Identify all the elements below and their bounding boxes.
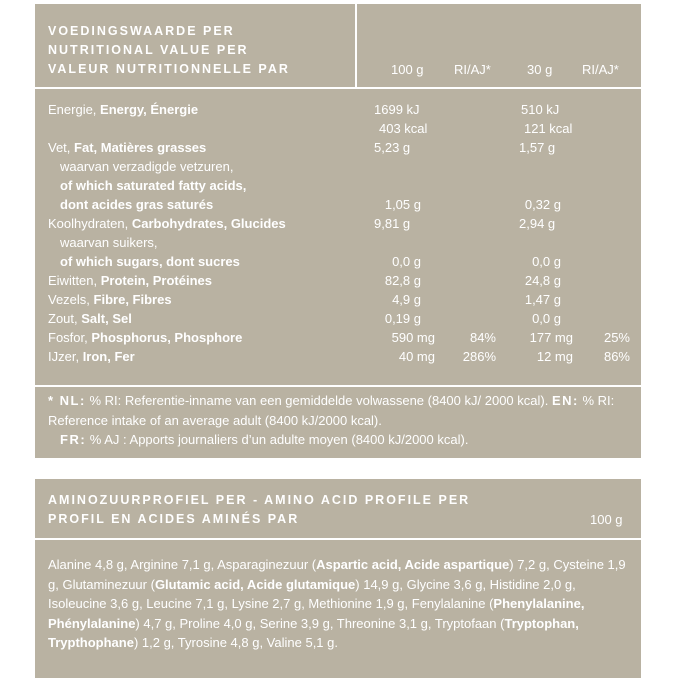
header-rule (35, 87, 641, 89)
col-30g: 30 g (527, 62, 553, 77)
iron-30g: 12 mg (536, 349, 573, 364)
protein-30g: 24,8 g (524, 273, 561, 288)
amino-segment: Tryptophan, Trypthophane (48, 615, 579, 650)
row-salt-label: Zout, Salt, Sel (48, 311, 132, 326)
fibre-100g: 4,9 g (392, 292, 421, 307)
phosphorus-100g: 590 mg (391, 330, 435, 345)
carbs-100g: 9,81 g (374, 216, 411, 231)
energy-100g-kj: 1699 kJ (374, 102, 420, 117)
amino-segment: ) 7,2 g, Cysteine 1,9 g, Glutaminezuur ( (48, 557, 626, 592)
col-100g: 100 g (391, 62, 424, 77)
salt-30g: 0,0 g (532, 311, 561, 326)
row-phosphorus-label: Fosfor, Phosphorus, Phosphore (48, 330, 243, 345)
amino-header-rule (35, 538, 641, 540)
iron-ri-30g: 86% (603, 349, 630, 364)
sugars-100g: 0,0 g (392, 254, 421, 269)
nutrition-table (33, 2, 643, 460)
phosphorus-ri-30g: 25% (603, 330, 630, 345)
energy-30g-kcal: 121 kcal (524, 121, 573, 136)
amino-segment: Phenylalanine, Phénylalanine (48, 596, 585, 631)
footnote-rule (35, 385, 641, 387)
saturated-100g: 1,05 g (384, 197, 421, 212)
nutrition-title: VOEDINGSWAARDE PER NUTRITIONAL VALUE PER VALEUR NUTRITIONNELLE PAR (48, 24, 290, 76)
row-saturated-fr: dont acides gras saturés (60, 197, 214, 212)
phosphorus-30g: 177 mg (529, 330, 573, 345)
row-protein-label: Eiwitten, Protein, Protéines (48, 273, 212, 288)
amino-segment: Glutamic acid, Acide glutamique (154, 576, 356, 592)
iron-ri-100g: 286% (462, 349, 496, 364)
row-iron-label: IJzer, Iron, Fer (48, 349, 135, 364)
phosphorus-ri-100g: 84% (469, 330, 496, 345)
energy-30g-kj: 510 kJ (521, 102, 560, 117)
carbs-30g: 2,94 g (519, 216, 556, 231)
salt-100g: 0,19 g (384, 311, 421, 326)
fat-30g: 1,57 g (519, 140, 556, 155)
iron-100g: 40 mg (398, 349, 435, 364)
amino-title: AMINOZUURPROFIEL PER - AMINO ACID PROFILE PER PROFIL EN ACIDES AMINÉS PAR (48, 493, 471, 526)
fibre-30g: 1,47 g (524, 292, 561, 307)
row-energy-label: Energie, Energy, Énergie (48, 102, 199, 117)
amino-segment: Aspartic acid, Acide aspartique (316, 557, 510, 572)
row-sugars-nl: waarvan suikers, (60, 235, 158, 250)
col-ri-100g: RI/AJ* (454, 62, 491, 77)
amino-segment: ) 4,7 g, Proline 4,0 g, Serine 3,9 g, Threonine 3,1 g, Tryptofaan ( (135, 615, 505, 631)
amino-segment: Alanine 4,8 g, Arginine 7,1 g, Asparaginezuur ( (48, 557, 317, 572)
row-saturated-en: of which saturated fatty acids, (60, 178, 247, 193)
sugars-30g: 0,0 g (532, 254, 561, 269)
row-saturated-nl: waarvan verzadigde vetzuren, (60, 159, 234, 174)
amino-segment: ) 1,2 g, Tyrosine 4,8 g, Valine 5,1 g. (133, 635, 338, 650)
col-ri-30g: RI/AJ* (582, 62, 619, 77)
protein-100g: 82,8 g (384, 273, 421, 288)
amino-segment: ) 14,9 g, Glycine 3,6 g, Histidine 2,0 g, Isoleucine 3,6 g, Leucine 7,1 g, Lysine 2,7 g, Methionine 1,9 g, Fenylalanine ( (48, 576, 576, 611)
amino-acid-table (33, 477, 643, 680)
row-fibre-label: Vezels, Fibre, Fibres (48, 292, 172, 307)
fat-100g: 5,23 g (374, 140, 411, 155)
ri-footnote: * NL: % RI: Referentie-inname van een gemiddelde volwassene (8400 kJ/ 2000 kcal). EN: % RI: Reference intake of an average adult (8400 kJ/2000 kcal). FR: % AJ : Apports journaliers d’un adulte moyen (8400 kJ/2000 kcal). (48, 393, 615, 447)
row-fat-label: Vet, Fat, Matières grasses (48, 140, 207, 155)
row-sugars-en-fr: of which sugars, dont sucres (60, 254, 240, 269)
row-carbs-label: Koolhydraten, Carbohydrates, Glucides (48, 216, 286, 231)
amino-per: 100 g (590, 512, 623, 527)
header-divider (355, 4, 357, 87)
energy-100g-kcal: 403 kcal (379, 121, 428, 136)
amino-acid-list (48, 555, 636, 653)
saturated-30g: 0,32 g (524, 197, 561, 212)
